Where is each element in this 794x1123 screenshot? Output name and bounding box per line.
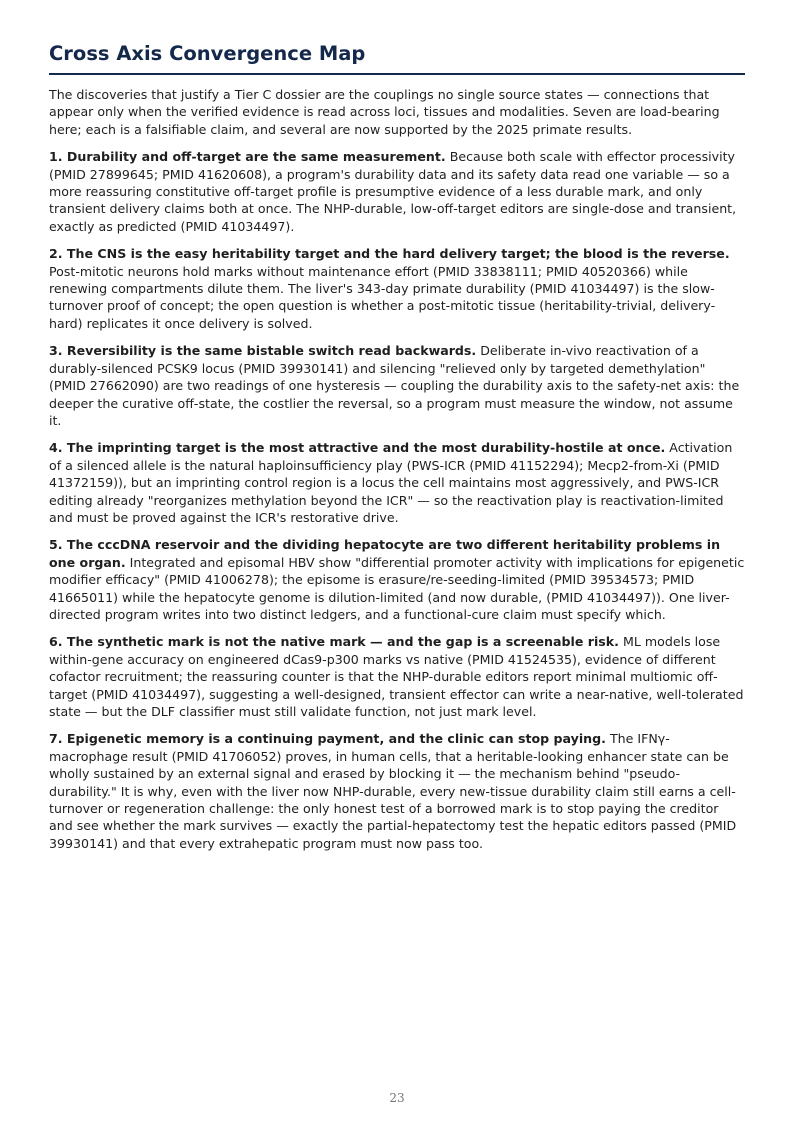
- item-body: Post-mitotic neurons hold marks without maintenance effort (PMID 33838111; PMID 40520366) while renewing compartments dilute them. The liver's 343-day primate durability (PMID 41034497) is the slow-turnover proof of concept; the open question is whether a post-mitotic tissue (heritability-trivial, delivery-hard) replicates it once delivery is solved.: [49, 263, 716, 331]
- convergence-item-1: [49, 148, 745, 235]
- item-lead: 1. Durability and off-target are the same measurement.: [49, 149, 446, 165]
- title-rule: [49, 73, 745, 75]
- item-body: Because both scale with effector processivity (PMID 27899645; PMID 41620608), a program's durability data and its safety data read one variable — so a more reassuring constitutive off-target profile is presumptive evidence of a less durable mark, and only transient delivery claims both at once. The NHP-durable, low-off-target editors are single-dose and transient, exactly as predicted (PMID 41034497).: [49, 149, 737, 234]
- convergence-item-6: [49, 633, 745, 720]
- convergence-item-5: [49, 536, 745, 623]
- page-content: [49, 41, 745, 862]
- item-body: Integrated and episomal HBV show "differential promoter activity with implications for epigenetic modifier efficacy" (PMID 41006278); the episome is erasure/re-seeding-limited (PMID 39534573; PMID 41665011) while the hepatocyte genome is dilution-limited (and now durable, (PMID 41034497)). One liver-directed program writes into two distinct ledgers, and a functional-cure claim must specify which.: [49, 554, 745, 622]
- page-number: 23: [389, 1091, 405, 1105]
- convergence-item-2: [49, 245, 745, 332]
- item-body: Activation of a silenced allele is the natural haploinsufficiency play (PWS-ICR (PMID 41152294); Mecp2-from-Xi (PMID 41372159)), but an imprinting control region is a locus the cell maintains most aggressively, and PWS-ICR editing already "reorganizes methylation beyond the ICR" — so the reactivation play is reactivation-limited and must be proved against the ICR's restorative drive.: [49, 440, 733, 525]
- item-lead: 7. Epigenetic memory is a continuing payment, and the clinic can stop paying.: [49, 731, 606, 747]
- convergence-item-3: [49, 342, 745, 429]
- item-lead: 3. Reversibility is the same bistable switch read backwards.: [49, 343, 477, 359]
- item-lead: 5. The cccDNA reservoir and the dividing hepatocyte are two different heritability problems in one organ.: [49, 537, 721, 570]
- page-title: Cross Axis Convergence Map: [49, 42, 366, 65]
- item-body: The IFNγ-macrophage result (PMID 41706052) proves, in human cells, that a heritable-looking enhancer state can be wholly sustained by an external signal and erased by blocking it — the mechanism behind "pseudo-durability." It is why, even with the liver now NHP-durable, every new-tissue durability claim still earns a cell-turnover or regeneration challenge: the only honest test of a borrowed mark is to stop paying the creditor and see whether the mark survives — exactly the partial-hepatectomy test the hepatic editors passed (PMID 39930141) and that every extrahepatic program must now pass too.: [49, 731, 737, 851]
- item-body: Deliberate in-vivo reactivation of a durably-silenced PCSK9 locus (PMID 39930141) and silencing "relieved only by targeted demethylation" (PMID 27662090) are two readings of one hysteresis — coupling the durability axis to the safety-net axis: the deeper the curative off-state, the costlier the reversal, so a program must measure the window, not assume it.: [49, 343, 740, 428]
- item-body: ML models lose within-gene accuracy on engineered dCas9-p300 marks vs native (PMID 41524535), evidence of different cofactor recruitment; the reassuring counter is that the NHP-durable editors report minimal multiomic off-target (PMID 41034497), suggesting a well-designed, transient effector can write a near-native, well-tolerated state — but the DLF classifier must still validate function, not just mark level.: [49, 634, 744, 719]
- item-lead: 6. The synthetic mark is not the native mark — and the gap is a screenable risk.: [49, 634, 619, 650]
- convergence-item-4: [49, 439, 745, 526]
- intro-paragraph: The discoveries that justify a Tier C dossier are the couplings no single source states — connections that appear only when the verified evidence is read across loci, tissues and modalities. Seven are load-bearing here; each is a falsifiable claim, and several are now supported by the 2025 primate results.: [49, 87, 720, 137]
- item-lead: 2. The CNS is the easy heritability target and the hard delivery target; the blood is the reverse.: [49, 246, 730, 262]
- item-lead: 4. The imprinting target is the most attractive and the most durability-hostile at once.: [49, 440, 666, 456]
- convergence-item-7: [49, 730, 745, 852]
